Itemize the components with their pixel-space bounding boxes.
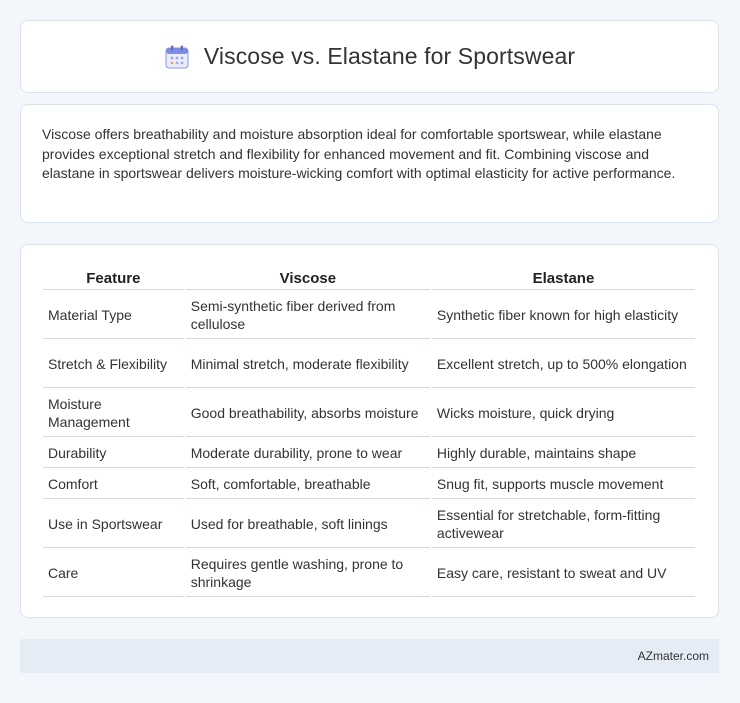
column-header-elastane: Elastane — [432, 266, 695, 290]
table-row — [43, 390, 695, 437]
feature-cell: Durability — [43, 439, 184, 468]
table-row — [43, 550, 695, 597]
viscose-cell: Good breathability, absorbs moisture — [186, 390, 430, 437]
viscose-cell: Semi-synthetic fiber derived from cellulose — [186, 292, 430, 339]
title-card — [20, 20, 719, 93]
feature-cell: Material Type — [43, 292, 184, 339]
elastane-cell: Easy care, resistant to sweat and UV — [432, 550, 695, 597]
table-header-row — [43, 266, 695, 290]
elastane-cell: Wicks moisture, quick drying — [432, 390, 695, 437]
column-header-feature: Feature — [43, 266, 184, 290]
table-row — [43, 341, 695, 388]
feature-cell: Care — [43, 550, 184, 597]
intro-card — [20, 104, 719, 223]
viscose-cell: Requires gentle washing, prone to shrinkage — [186, 550, 430, 597]
table-row — [43, 439, 695, 468]
page-title: Viscose vs. Elastane for Sportswear — [203, 43, 576, 69]
elastane-cell: Synthetic fiber known for high elasticity — [432, 292, 695, 339]
calendar-icon — [164, 44, 190, 70]
viscose-cell: Used for breathable, soft linings — [186, 501, 430, 548]
viscose-cell: Minimal stretch, moderate flexibility — [186, 341, 430, 388]
intro-text: Viscose offers breathability and moisture absorption ideal for comfortable sportswear, while elastane provides exceptional stretch and flexibility for enhanced movement and fit. Combining viscose and elastane in sportswear delivers moisture-wicking comfort with optimal elasticity for active performance. — [42, 126, 676, 181]
viscose-cell: Soft, comfortable, breathable — [186, 470, 430, 499]
table-row — [43, 470, 695, 499]
feature-cell: Stretch & Flexibility — [43, 341, 184, 388]
viscose-cell: Moderate durability, prone to wear — [186, 439, 430, 468]
footer-site-link[interactable]: AZmater.com — [637, 649, 709, 663]
title-wrap — [164, 43, 575, 70]
comparison-table — [41, 264, 697, 599]
comparison-table-card — [20, 244, 719, 618]
elastane-cell: Essential for stretchable, form-fitting activewear — [432, 501, 695, 548]
column-header-viscose: Viscose — [186, 266, 430, 290]
elastane-cell: Highly durable, maintains shape — [432, 439, 695, 468]
feature-cell: Comfort — [43, 470, 184, 499]
table-row — [43, 292, 695, 339]
feature-cell: Moisture Management — [43, 390, 184, 437]
feature-cell: Use in Sportswear — [43, 501, 184, 548]
elastane-cell: Snug fit, supports muscle movement — [432, 470, 695, 499]
footer-bar — [20, 639, 719, 673]
elastane-cell: Excellent stretch, up to 500% elongation — [432, 341, 695, 388]
table-row — [43, 501, 695, 548]
